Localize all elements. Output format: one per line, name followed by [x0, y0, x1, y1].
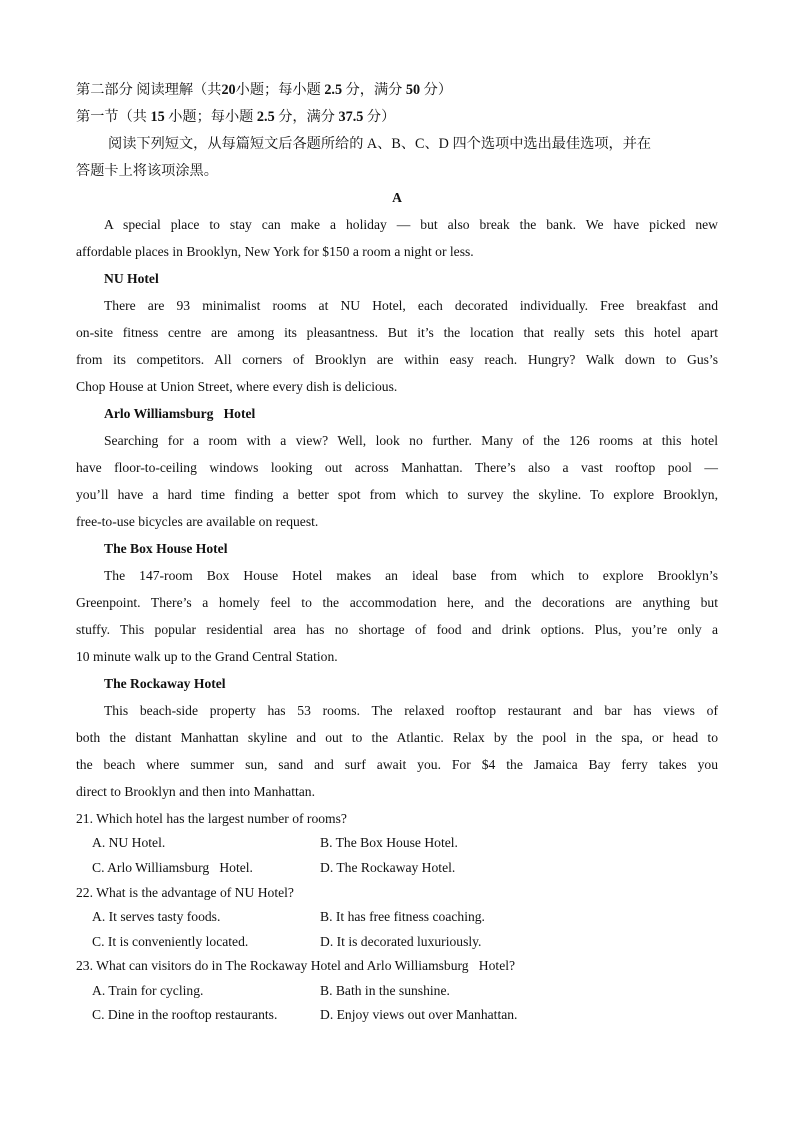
arlo-line-3: you’ll have a hard time finding a better spot from which to survey the skyline. To explore Brooklyn, — [76, 487, 718, 502]
section-suffix: 分） — [366, 109, 396, 125]
rockaway-line-2: both the distant Manhattan skyline and out to the Atlantic. Relax by the pool in the spa, or head to — [76, 730, 718, 745]
question-23-option-b[interactable]: B. Bath in the sunshine. — [320, 983, 450, 998]
part-mid1: 小题；每小题 — [235, 82, 321, 98]
hotel-title-arlo: Arlo Williamsburg Hotel — [104, 406, 256, 421]
section-score: 2.5 — [256, 109, 275, 125]
boxhouse-line-4: 10 minute walk up to the Grand Central Station. — [76, 649, 338, 664]
question-23-option-d[interactable]: D. Enjoy views out over Manhattan. — [320, 1007, 518, 1022]
question-21-option-b[interactable]: B. The Box House Hotel. — [320, 835, 458, 850]
passage-letter: A — [392, 190, 402, 205]
section-prefix: 第一节（共 — [76, 109, 147, 125]
part-mid2: 分，满分 — [345, 82, 403, 98]
intro-line-1: A special place to stay can make a holiday — but also break the bank. We have picked new — [104, 217, 718, 232]
part-suffix: 分） — [423, 82, 453, 98]
part-count: 20 — [221, 82, 236, 98]
boxhouse-line-2: Greenpoint. There’s a homely feel to the accommodation here, and the decorations are anything but — [76, 595, 718, 610]
hotel-title-boxhouse: The Box House Hotel — [104, 541, 228, 556]
rockaway-line-1: This beach-side property has 53 rooms. The relaxed rooftop restaurant and bar has views of — [104, 703, 718, 718]
arlo-line-4: free-to-use bicycles are available on request. — [76, 514, 319, 529]
question-22-option-d[interactable]: D. It is decorated luxuriously. — [320, 934, 482, 949]
part-score: 2.5 — [324, 82, 343, 98]
question-23-option-c[interactable]: C. Dine in the rooftop restaurants. — [92, 1007, 278, 1022]
nu-line-1: There are 93 minimalist rooms at NU Hotel, each decorated individually. Free breakfast and — [104, 298, 718, 313]
nu-line-2: on-site fitness centre are among its pleasantness. But it’s the location that really sets this hotel apart — [76, 325, 718, 340]
question-21-option-d[interactable]: D. The Rockaway Hotel. — [320, 860, 456, 875]
hotel-title-rockaway: The Rockaway Hotel — [104, 676, 226, 691]
boxhouse-line-3: stuffy. This popular residential area has no shortage of food and drink options. Plus, you’re only a — [76, 622, 718, 637]
instruction-line-2: 答题卡上将该项涂黑。 — [76, 163, 218, 179]
section-total: 37.5 — [338, 109, 364, 125]
boxhouse-line-1: The 147-room Box House Hotel makes an ideal base from which to explore Brooklyn’s — [104, 568, 718, 583]
question-23-option-a[interactable]: A. Train for cycling. — [92, 983, 204, 998]
question-22-option-c[interactable]: C. It is conveniently located. — [92, 934, 249, 949]
arlo-line-2: have floor-to-ceiling windows looking out across Manhattan. There’s also a vast rooftop pool — — [76, 460, 718, 475]
section-count: 15 — [150, 109, 165, 125]
intro-line-2: affordable places in Brooklyn, New York for $150 a room a night or less. — [76, 244, 474, 259]
instruction-line-1: 阅读下列短文，从每篇短文后各题所给的 A、B、C、D 四个选项中选出最佳选项，并在 — [108, 136, 652, 152]
section-mid1: 小题；每小题 — [168, 109, 254, 125]
rockaway-line-3: the beach where summer sun, sand and surf await you. For $4 the Jamaica Bay ferry takes you — [76, 757, 718, 772]
nu-line-3: from its competitors. All corners of Brooklyn are within easy reach. Hungry? Walk down to Gus’s — [76, 352, 718, 367]
part-prefix: 第二部分 阅读理解（共 — [76, 82, 222, 98]
section-mid2: 分，满分 — [278, 109, 335, 125]
question-21-option-c[interactable]: C. Arlo Williamsburg Hotel. — [92, 860, 253, 875]
question-23-stem: 23. What can visitors do in The Rockaway Hotel and Arlo Williamsburg Hotel? — [76, 958, 516, 973]
hotel-title-nu: NU Hotel — [104, 271, 159, 286]
question-21-stem: 21. Which hotel has the largest number of rooms? — [76, 811, 347, 826]
part-total: 50 — [405, 82, 421, 98]
rockaway-line-4: direct to Brooklyn and then into Manhattan. — [76, 784, 315, 799]
question-22-option-a[interactable]: A. It serves tasty foods. — [92, 909, 221, 924]
section-heading — [76, 108, 718, 126]
question-22-option-b[interactable]: B. It has free fitness coaching. — [320, 909, 485, 924]
question-22-stem: 22. What is the advantage of NU Hotel? — [76, 885, 294, 900]
part-heading — [76, 81, 718, 99]
nu-line-4: Chop House at Union Street, where every dish is delicious. — [76, 379, 398, 394]
question-21-option-a[interactable]: A. NU Hotel. — [92, 835, 166, 850]
arlo-line-1: Searching for a room with a view? Well, look no further. Many of the 126 rooms at this hotel — [104, 433, 718, 448]
